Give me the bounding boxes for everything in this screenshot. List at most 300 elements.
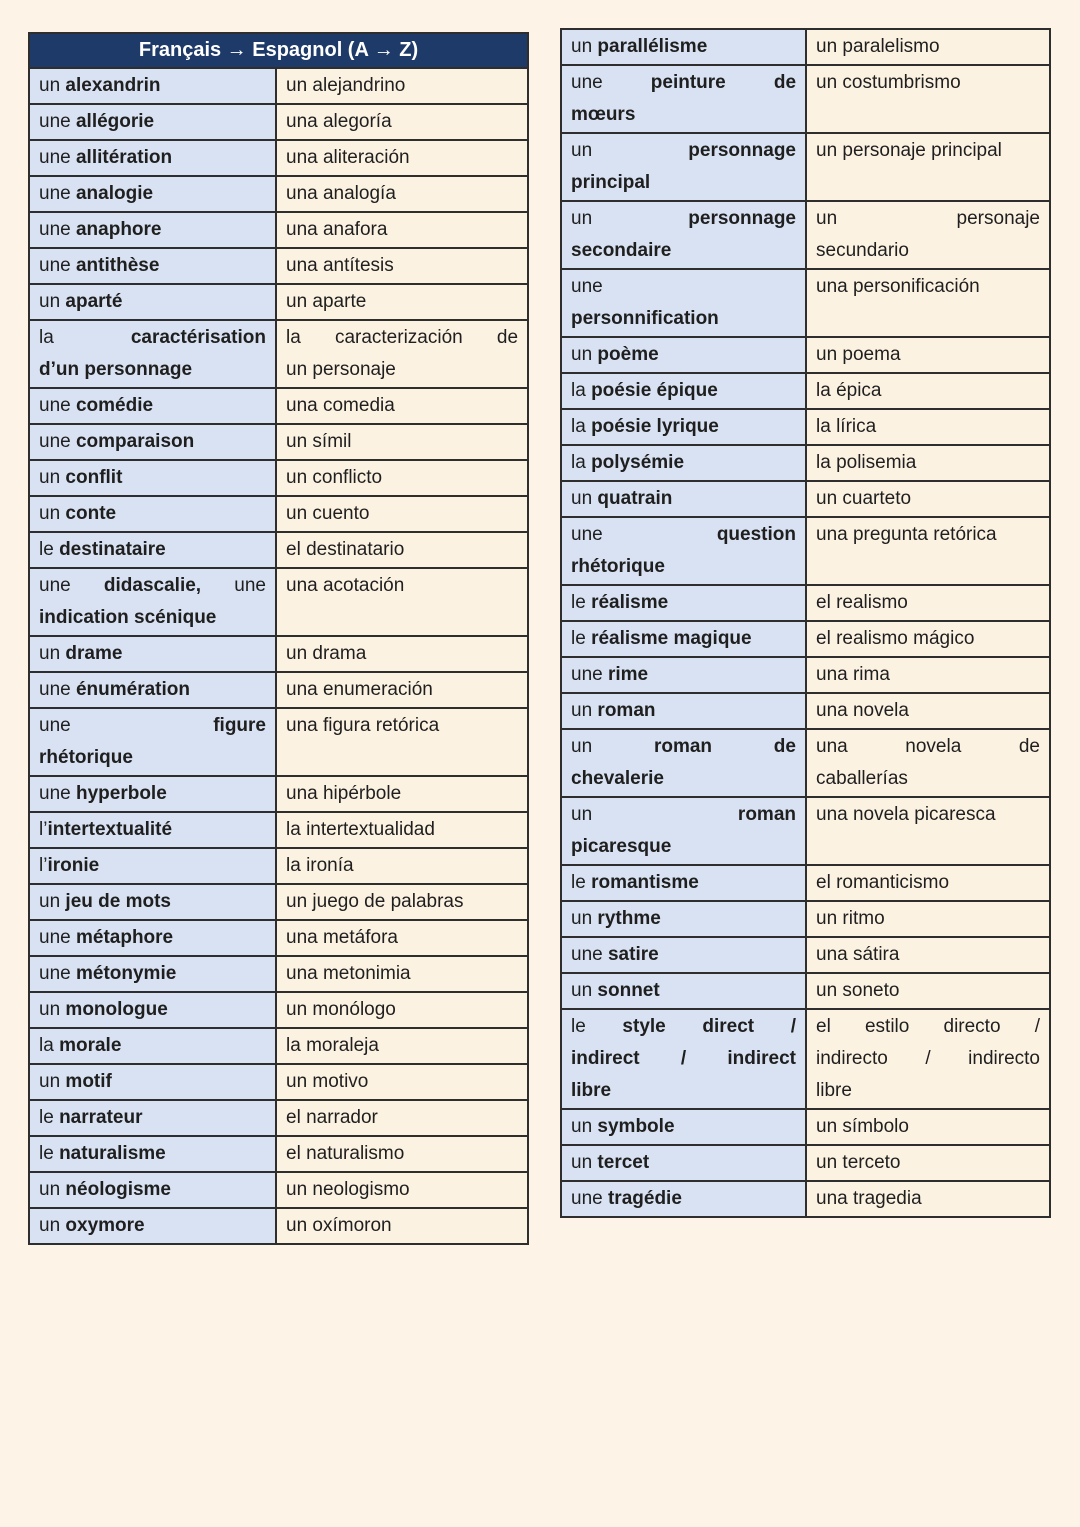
table-row bbox=[29, 212, 528, 248]
french-term-line bbox=[39, 886, 266, 918]
term-article: une bbox=[571, 72, 651, 93]
spanish-term-line: una acotación bbox=[286, 575, 405, 596]
term-keyword: alexandrin bbox=[65, 75, 161, 96]
french-term-line bbox=[39, 638, 266, 670]
french-term-line bbox=[571, 375, 796, 407]
spanish-term-line: una anafora bbox=[286, 219, 388, 240]
spanish-term-cell bbox=[276, 248, 528, 284]
spanish-term-cell bbox=[276, 176, 528, 212]
french-term-cell bbox=[561, 445, 806, 481]
french-term-cell bbox=[561, 29, 806, 65]
term-article: une bbox=[39, 927, 76, 948]
term-keyword: mœurs bbox=[571, 104, 636, 125]
spanish-term-line: una analogía bbox=[286, 183, 396, 204]
french-term-line bbox=[39, 498, 266, 530]
table-row bbox=[29, 140, 528, 176]
term-article: une bbox=[201, 575, 267, 596]
french-term-line bbox=[39, 814, 266, 846]
french-term-cell bbox=[29, 424, 276, 460]
french-term-cell bbox=[29, 884, 276, 920]
term-keyword: parallélisme bbox=[597, 36, 708, 57]
french-term-line bbox=[39, 426, 266, 458]
spanish-term-cell bbox=[806, 29, 1050, 65]
french-term-cell bbox=[561, 517, 806, 585]
french-term-line bbox=[39, 1174, 266, 1206]
french-term-line bbox=[571, 1183, 796, 1215]
term-article: un bbox=[571, 488, 598, 509]
term-article: un bbox=[571, 1152, 598, 1173]
table-row bbox=[561, 1009, 1050, 1109]
table-row bbox=[29, 920, 528, 956]
term-article: une bbox=[39, 111, 76, 132]
table-row bbox=[561, 621, 1050, 657]
french-term-cell bbox=[29, 636, 276, 672]
spanish-term-line: libre bbox=[816, 1080, 852, 1101]
spanish-term-cell bbox=[806, 201, 1050, 269]
french-term-cell bbox=[29, 776, 276, 812]
term-article: l’ bbox=[39, 819, 48, 840]
french-term-cell bbox=[29, 460, 276, 496]
french-term-line bbox=[571, 235, 796, 267]
term-keyword: poésie lyrique bbox=[591, 416, 719, 437]
spanish-term-line: una comedia bbox=[286, 395, 395, 416]
spanish-term-line: un cuarteto bbox=[816, 488, 912, 509]
spanish-term-line: caballerías bbox=[816, 768, 908, 789]
term-article: un bbox=[39, 291, 66, 312]
spanish-term-line: la polisemia bbox=[816, 452, 917, 473]
spanish-term-line: la moraleja bbox=[286, 1035, 379, 1056]
table-row bbox=[29, 672, 528, 708]
spanish-term-line: una enumeración bbox=[286, 679, 433, 700]
term-keyword: libre bbox=[571, 1080, 612, 1101]
spanish-term-cell bbox=[806, 517, 1050, 585]
spanish-term-cell bbox=[276, 532, 528, 568]
french-term-line bbox=[571, 135, 796, 167]
spanish-term-line: un personaje bbox=[286, 359, 396, 380]
term-keyword: métonymie bbox=[75, 963, 177, 984]
term-article: un bbox=[571, 980, 598, 1001]
term-keyword: personnification bbox=[571, 308, 719, 329]
term-keyword: style direct / bbox=[622, 1016, 796, 1037]
spanish-term-line: un alejandrino bbox=[286, 75, 406, 96]
spanish-term-cell bbox=[276, 424, 528, 460]
spanish-term-line: una pregunta retórica bbox=[816, 524, 997, 545]
term-article: une bbox=[39, 431, 76, 452]
spanish-term-cell bbox=[276, 884, 528, 920]
french-term-line bbox=[571, 551, 796, 583]
table-row bbox=[561, 973, 1050, 1009]
spanish-term-line: secundario bbox=[816, 240, 909, 261]
term-article: le bbox=[571, 592, 592, 613]
french-term-line bbox=[39, 570, 266, 602]
term-keyword: antithèse bbox=[75, 255, 160, 276]
term-keyword: picaresque bbox=[571, 836, 672, 857]
term-keyword: réalisme magique bbox=[591, 628, 752, 649]
table-row bbox=[29, 1064, 528, 1100]
table-row bbox=[561, 693, 1050, 729]
term-keyword: figure bbox=[213, 715, 266, 736]
term-keyword: conte bbox=[65, 503, 117, 524]
table-row bbox=[29, 992, 528, 1028]
spanish-term-cell bbox=[806, 1109, 1050, 1145]
spanish-term-cell bbox=[806, 657, 1050, 693]
spanish-term-line: una metonimia bbox=[286, 963, 411, 984]
french-term-line bbox=[39, 534, 266, 566]
term-keyword: hyperbole bbox=[75, 783, 167, 804]
term-article: un bbox=[571, 208, 689, 229]
term-keyword: chevalerie bbox=[571, 768, 664, 789]
french-term-line bbox=[39, 462, 266, 494]
french-term-line bbox=[39, 70, 266, 102]
french-term-cell bbox=[29, 496, 276, 532]
french-term-cell bbox=[561, 1181, 806, 1217]
french-term-line bbox=[39, 1102, 266, 1134]
vocab-rows-left bbox=[29, 68, 528, 1244]
spanish-term-line: el realismo mágico bbox=[816, 628, 975, 649]
term-keyword: roman bbox=[597, 700, 656, 721]
french-term-line bbox=[571, 339, 796, 371]
french-term-cell bbox=[561, 1009, 806, 1109]
term-article: un bbox=[39, 1071, 66, 1092]
spanish-term-line: un monólogo bbox=[286, 999, 396, 1020]
french-term-cell bbox=[561, 201, 806, 269]
spanish-term-line: una figura retórica bbox=[286, 715, 440, 736]
table-row bbox=[561, 481, 1050, 517]
table-row bbox=[29, 496, 528, 532]
spanish-term-cell bbox=[276, 568, 528, 636]
french-term-line bbox=[39, 922, 266, 954]
french-term-cell bbox=[561, 1145, 806, 1181]
table-row bbox=[29, 1172, 528, 1208]
term-keyword: poésie épique bbox=[591, 380, 718, 401]
french-term-line bbox=[571, 1011, 796, 1043]
spanish-term-line: el destinatario bbox=[286, 539, 405, 560]
term-article: la bbox=[39, 327, 131, 348]
term-article: une bbox=[39, 679, 76, 700]
french-term-cell bbox=[561, 585, 806, 621]
spanish-term-cell bbox=[276, 636, 528, 672]
french-term-cell bbox=[561, 409, 806, 445]
term-article: une bbox=[39, 963, 76, 984]
french-term-cell bbox=[29, 176, 276, 212]
french-term-line bbox=[39, 742, 266, 774]
term-keyword: jeu de mots bbox=[65, 891, 171, 912]
term-keyword: naturalisme bbox=[59, 1143, 166, 1164]
spanish-term-cell bbox=[806, 1145, 1050, 1181]
term-keyword: monologue bbox=[65, 999, 168, 1020]
term-article: un bbox=[571, 140, 689, 161]
spanish-term-line: el estilo directo / bbox=[816, 1016, 1040, 1037]
table-row bbox=[561, 517, 1050, 585]
spanish-term-line: un paralelismo bbox=[816, 36, 940, 57]
term-article: le bbox=[39, 1107, 60, 1128]
french-term-line bbox=[571, 411, 796, 443]
spanish-term-cell bbox=[276, 992, 528, 1028]
french-term-cell bbox=[29, 104, 276, 140]
french-term-line bbox=[39, 1030, 266, 1062]
table-row bbox=[29, 388, 528, 424]
french-term-cell bbox=[29, 708, 276, 776]
term-article: un bbox=[571, 700, 598, 721]
french-term-line bbox=[39, 178, 266, 210]
term-article: un bbox=[39, 891, 66, 912]
french-term-line bbox=[571, 203, 796, 235]
french-term-line bbox=[571, 67, 796, 99]
table-row bbox=[29, 532, 528, 568]
term-keyword: d’un personnage bbox=[39, 359, 193, 380]
term-keyword: satire bbox=[607, 944, 659, 965]
french-term-cell bbox=[561, 693, 806, 729]
term-article: une bbox=[571, 524, 717, 545]
french-term-cell bbox=[561, 65, 806, 133]
term-keyword: tercet bbox=[597, 1152, 650, 1173]
term-article: la bbox=[571, 452, 592, 473]
french-term-cell bbox=[561, 973, 806, 1009]
table-row bbox=[561, 729, 1050, 797]
term-article: la bbox=[571, 380, 592, 401]
spanish-term-line: un conflicto bbox=[286, 467, 383, 488]
spanish-term-line: una sátira bbox=[816, 944, 900, 965]
term-article: une bbox=[39, 783, 76, 804]
term-keyword: ironie bbox=[47, 855, 100, 876]
term-keyword: allégorie bbox=[75, 111, 155, 132]
table-row bbox=[29, 884, 528, 920]
french-term-cell bbox=[561, 481, 806, 517]
term-keyword: secondaire bbox=[571, 240, 672, 261]
spanish-term-cell bbox=[806, 693, 1050, 729]
table-row bbox=[561, 1109, 1050, 1145]
term-keyword: romantisme bbox=[591, 872, 699, 893]
spanish-term-cell bbox=[806, 973, 1050, 1009]
spanish-term-cell bbox=[806, 133, 1050, 201]
spanish-term-line: la ironía bbox=[286, 855, 354, 876]
french-term-cell bbox=[561, 269, 806, 337]
french-term-cell bbox=[29, 1172, 276, 1208]
term-article: l’ bbox=[39, 855, 48, 876]
term-keyword: sonnet bbox=[597, 980, 660, 1001]
vocab-table-french-spanish-right bbox=[560, 28, 1051, 1218]
french-term-line bbox=[39, 602, 266, 634]
table-row bbox=[561, 373, 1050, 409]
term-article: un bbox=[571, 908, 598, 929]
term-keyword: indication scénique bbox=[39, 607, 217, 628]
table-row bbox=[29, 812, 528, 848]
vocab-table-french-spanish-left bbox=[28, 32, 529, 1245]
term-article: un bbox=[39, 75, 66, 96]
table-row bbox=[29, 460, 528, 496]
table-row bbox=[29, 68, 528, 104]
spanish-term-line: un oxímoron bbox=[286, 1215, 392, 1236]
term-article: un bbox=[39, 1179, 66, 1200]
french-term-line bbox=[571, 483, 796, 515]
french-term-line bbox=[571, 695, 796, 727]
table-row bbox=[561, 797, 1050, 865]
spanish-term-line: un drama bbox=[286, 643, 367, 664]
table-row bbox=[29, 424, 528, 460]
table-row bbox=[29, 568, 528, 636]
term-keyword: indirect / indirect bbox=[571, 1048, 796, 1069]
french-term-line bbox=[571, 763, 796, 795]
french-term-cell bbox=[561, 657, 806, 693]
spanish-term-line: un cuento bbox=[286, 503, 370, 524]
french-term-cell bbox=[29, 992, 276, 1028]
term-article: un bbox=[39, 643, 66, 664]
term-article: un bbox=[39, 999, 66, 1020]
french-term-cell bbox=[29, 672, 276, 708]
term-article: une bbox=[571, 944, 608, 965]
spanish-term-line: una alegoría bbox=[286, 111, 392, 132]
french-term-cell bbox=[29, 532, 276, 568]
spanish-term-cell bbox=[276, 284, 528, 320]
spanish-term-cell bbox=[276, 1064, 528, 1100]
spanish-term-cell bbox=[276, 68, 528, 104]
french-term-line bbox=[39, 390, 266, 422]
french-term-line bbox=[571, 799, 796, 831]
french-term-cell bbox=[561, 937, 806, 973]
table-row bbox=[29, 1208, 528, 1244]
french-term-line bbox=[39, 778, 266, 810]
table-header-title: Français → Espagnol (A → Z) bbox=[29, 33, 528, 68]
french-term-line bbox=[571, 167, 796, 199]
table-row bbox=[561, 901, 1050, 937]
term-keyword: poème bbox=[597, 344, 659, 365]
french-term-cell bbox=[29, 812, 276, 848]
table-row bbox=[29, 248, 528, 284]
term-keyword: polysémie bbox=[591, 452, 685, 473]
spanish-term-line: un personaje bbox=[816, 208, 1040, 229]
term-article: une bbox=[39, 715, 214, 736]
spanish-term-line: la intertextualidad bbox=[286, 819, 435, 840]
french-term-line bbox=[39, 322, 266, 354]
spanish-term-cell bbox=[806, 937, 1050, 973]
french-term-line bbox=[39, 710, 266, 742]
spanish-term-cell bbox=[276, 1172, 528, 1208]
french-term-cell bbox=[29, 956, 276, 992]
french-term-line bbox=[39, 674, 266, 706]
spanish-term-cell bbox=[806, 65, 1050, 133]
french-term-cell bbox=[561, 337, 806, 373]
spanish-term-cell bbox=[276, 104, 528, 140]
french-term-cell bbox=[561, 797, 806, 865]
term-article: un bbox=[571, 804, 738, 825]
term-keyword: rhétorique bbox=[571, 556, 665, 577]
term-keyword: comparaison bbox=[75, 431, 195, 452]
term-article: le bbox=[39, 1143, 60, 1164]
table-row bbox=[561, 269, 1050, 337]
spanish-term-cell bbox=[276, 140, 528, 176]
french-term-cell bbox=[29, 248, 276, 284]
term-article: un bbox=[571, 344, 598, 365]
term-keyword: néologisme bbox=[65, 1179, 171, 1200]
french-term-line bbox=[571, 731, 796, 763]
spanish-term-cell bbox=[276, 672, 528, 708]
spanish-term-cell bbox=[276, 920, 528, 956]
french-term-cell bbox=[29, 1208, 276, 1244]
spanish-term-cell bbox=[806, 409, 1050, 445]
french-term-cell bbox=[561, 1109, 806, 1145]
table-row bbox=[561, 409, 1050, 445]
spanish-term-line: la lírica bbox=[816, 416, 877, 437]
french-term-cell bbox=[561, 729, 806, 797]
french-term-cell bbox=[29, 568, 276, 636]
french-term-line bbox=[39, 250, 266, 282]
table-row bbox=[29, 176, 528, 212]
french-term-cell bbox=[29, 284, 276, 320]
term-keyword: oxymore bbox=[65, 1215, 145, 1236]
table-row bbox=[561, 65, 1050, 133]
spanish-term-line: una rima bbox=[816, 664, 890, 685]
french-term-line bbox=[39, 1138, 266, 1170]
spanish-term-line: un poema bbox=[816, 344, 901, 365]
table-row bbox=[561, 133, 1050, 201]
term-keyword: quatrain bbox=[597, 488, 673, 509]
term-article: une bbox=[39, 219, 76, 240]
french-term-cell bbox=[29, 1100, 276, 1136]
spanish-term-cell bbox=[806, 269, 1050, 337]
spanish-term-cell bbox=[276, 1100, 528, 1136]
spanish-term-line: la épica bbox=[816, 380, 882, 401]
term-keyword: conflit bbox=[65, 467, 123, 488]
table-row bbox=[29, 848, 528, 884]
spanish-term-line: un juego de palabras bbox=[286, 891, 464, 912]
french-term-cell bbox=[561, 865, 806, 901]
term-article: une bbox=[571, 664, 608, 685]
term-article: une bbox=[39, 183, 76, 204]
spanish-term-line: la caracterización de bbox=[286, 327, 519, 348]
table-row bbox=[29, 708, 528, 776]
term-article: une bbox=[39, 395, 76, 416]
table-row bbox=[561, 201, 1050, 269]
spanish-term-cell bbox=[276, 776, 528, 812]
french-term-line bbox=[39, 286, 266, 318]
term-keyword: anaphore bbox=[75, 219, 162, 240]
french-term-line bbox=[571, 659, 796, 691]
french-term-line bbox=[571, 1075, 796, 1107]
french-term-line bbox=[571, 587, 796, 619]
spanish-term-line: una aliteración bbox=[286, 147, 410, 168]
spanish-term-cell bbox=[276, 320, 528, 388]
french-term-line bbox=[39, 354, 266, 386]
french-term-line bbox=[571, 447, 796, 479]
term-article: le bbox=[571, 1016, 623, 1037]
term-keyword: allitération bbox=[75, 147, 173, 168]
table-row bbox=[29, 1100, 528, 1136]
french-term-cell bbox=[561, 621, 806, 657]
term-keyword: roman bbox=[737, 804, 796, 825]
term-keyword: personnage bbox=[688, 208, 796, 229]
french-term-line bbox=[39, 850, 266, 882]
spanish-term-line: indirecto / indirecto bbox=[816, 1048, 1040, 1069]
french-term-cell bbox=[29, 1136, 276, 1172]
french-term-line bbox=[39, 1066, 266, 1098]
french-term-cell bbox=[29, 140, 276, 176]
table-row bbox=[561, 1145, 1050, 1181]
spanish-term-cell bbox=[276, 388, 528, 424]
spanish-term-line: el realismo bbox=[816, 592, 908, 613]
french-term-line bbox=[571, 1043, 796, 1075]
french-term-line bbox=[571, 1111, 796, 1143]
term-keyword: aparté bbox=[65, 291, 123, 312]
french-term-line bbox=[571, 271, 796, 303]
term-article: une bbox=[571, 276, 603, 297]
term-keyword: personnage bbox=[688, 140, 796, 161]
term-article: un bbox=[571, 36, 598, 57]
french-term-cell bbox=[29, 1028, 276, 1064]
term-article: un bbox=[39, 1215, 66, 1236]
french-term-line bbox=[571, 99, 796, 131]
term-article: un bbox=[39, 467, 66, 488]
spanish-term-line: una novela de bbox=[816, 736, 1040, 757]
